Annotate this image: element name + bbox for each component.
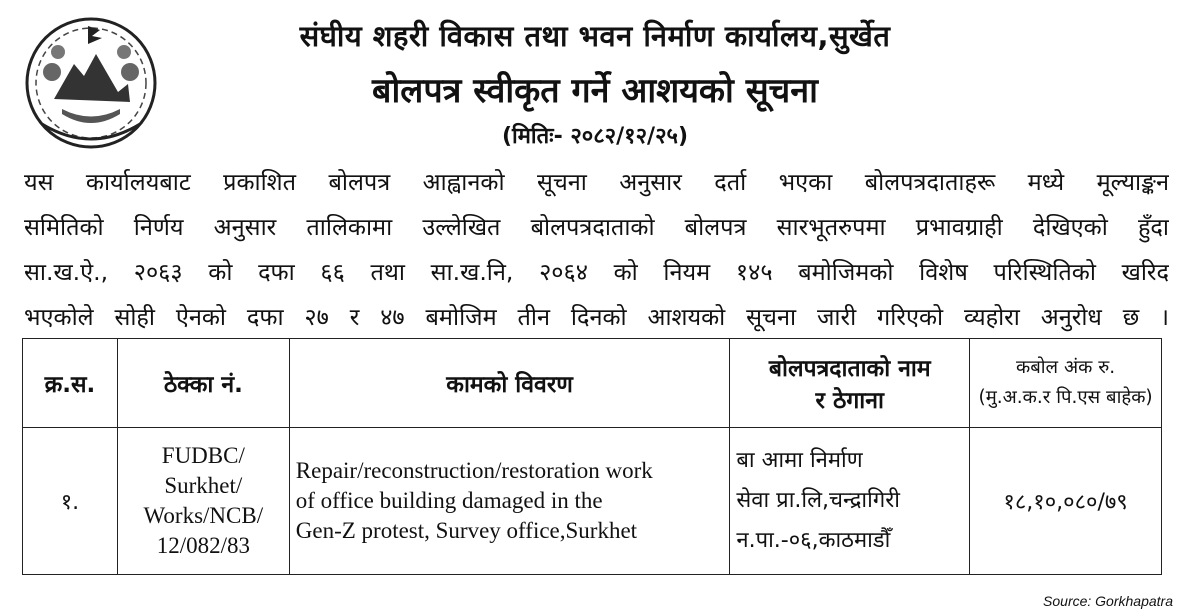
cell-amount: १८,१०,०८०/७९ — [970, 428, 1162, 575]
cell-description — [289, 428, 730, 575]
table-header-row — [23, 339, 1162, 428]
notice-body — [24, 160, 1169, 340]
bidder-line: सेवा प्रा.लि,चन्द्रागिरी — [736, 488, 900, 513]
bidder-line: न.पा.-०६,काठमाडौँ — [736, 528, 891, 553]
header-amount-line: (मु.अ.क.र पि.एस बाहेक) — [978, 387, 1153, 408]
contract-no-line: 12/082/83 — [156, 533, 250, 558]
cell-sn: १. — [23, 428, 118, 575]
header-contract-no: ठेक्का नं. — [117, 339, 289, 428]
header-amount — [970, 339, 1162, 428]
cell-contract-no — [117, 428, 289, 575]
body-line: समितिको निर्णय अनुसार तालिकामा उल्लेखित बोलपत्रदाताको बोलपत्र सारभूतरुपमा प्रभावग्राही देखिएको हुँदा — [24, 213, 1169, 241]
cell-bidder — [730, 428, 970, 575]
description-line: Gen-Z protest, Survey office,Surkhet — [295, 518, 638, 543]
header-bidder-line: र ठेगाना — [815, 388, 884, 414]
notice-date: (मितिः- २०८२/१२/२५) — [501, 124, 689, 149]
header-sn: क्र.स. — [23, 339, 118, 428]
contract-no-line: Works/NCB/ — [143, 503, 264, 528]
nepal-government-emblem-icon — [22, 14, 160, 152]
bidder-line: बा आमा निर्माण — [736, 448, 863, 473]
body-line: यस कार्यालयबाट प्रकाशित बोलपत्र आह्वानको सूचना अनुसार दर्ता भएका बोलपत्रदाताहरू मध्ये मूल्याङ्कन — [24, 168, 1169, 196]
table-row — [23, 428, 1162, 575]
header-description: कामको विवरण — [289, 339, 730, 428]
description-line: Repair/reconstruction/restoration work — [295, 458, 653, 483]
description-line: of office building damaged in the — [295, 488, 603, 513]
contract-no-line: Surkhet/ — [164, 473, 243, 498]
header-bidder-line: बोलपत्रदाताको नाम — [768, 356, 931, 382]
body-line: भएकोले सोही ऐनको दफा २७ र ४७ बमोजिम तीन दिनको आशयको सूचना जारी गरिएको व्यहोरा अनुरोध छ । — [24, 303, 1169, 331]
header-amount-line: कबोल अंक रु. — [1015, 357, 1116, 378]
office-name: संघीय शहरी विकास तथा भवन निर्माण कार्यालय,सुर्खेत — [299, 19, 891, 53]
bid-table — [22, 338, 1162, 575]
body-line: सा.ख.ऐ., २०६३ को दफा ६६ तथा सा.ख.नि, २०६४ को नियम १४५ बमोजिमको विशेष परिस्थितिको खरिद — [24, 258, 1169, 286]
source-credit: Source: Gorkhapatra — [1043, 593, 1173, 609]
header-bidder — [730, 339, 970, 428]
contract-no-line: FUDBC/ — [161, 443, 245, 468]
notice-title: बोलपत्र स्वीकृत गर्ने आशयको सूचना — [372, 71, 818, 111]
